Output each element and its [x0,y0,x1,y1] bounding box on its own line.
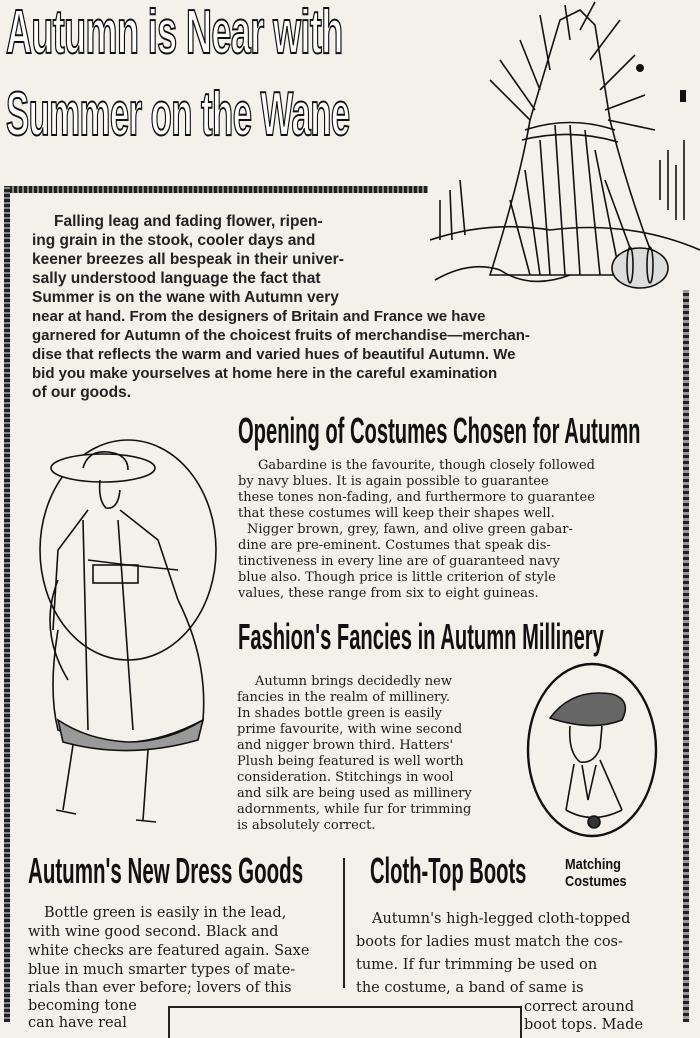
intro-line: ing grain in the stook, cooler days and [32,232,316,249]
headline-line-2: Summer on the Wane [6,80,350,149]
millinery-line: prime favourite, with wine second [237,722,463,737]
intro-line: dise that reflects the warm and varied hues of beautiful Autumn. We [32,346,516,363]
costumes-line: dine are pre-eminent. Costumes that speak dis- [238,538,551,553]
boots-heading: Cloth-Top Boots [370,850,527,891]
millinery-line: fancies in the realm of millinery. [237,690,450,705]
boots-line: tume. If fur trimming be used on [356,957,598,973]
dress-goods-line: can have real [28,1015,127,1031]
millinery-line: consideration. Stitchings in wool [237,770,454,785]
headline-line-1: Autumn is Near with [6,0,343,67]
intro-line: near at hand. From the designers of Britain and France we have [32,308,486,325]
costumes-line: blue also. Though price is little criterion of style [238,570,556,585]
intro-line: keener breezes all bespeak in their univer- [32,251,344,268]
millinery-line: and nigger brown third. Hatters' [237,738,454,753]
intro-line: Summer is on the wane with Autumn very [32,289,339,306]
dress-goods-heading: Autumn's New Dress Goods [28,850,304,891]
intro-line: bid you make yourselves at home here in the careful examination [32,365,498,382]
millinery-line: Autumn brings decidedly new [255,674,452,689]
intro-line: of our goods. [32,384,132,401]
millinery-line: In shades bottle green is easily [237,706,442,721]
intro-line: garnered for Autumn of the choicest fruits of merchandise—merchan- [32,327,530,344]
costumes-line: Nigger brown, grey, fawn, and olive green gabar- [247,522,573,537]
costumes-line: that these costumes will keep their shapes well. [238,506,555,521]
dress-goods-line: blue in much smarter types of mate- [28,962,296,978]
millinery-heading: Fashion's Fancies in Autumn Millinery [238,616,604,657]
dress-goods-line: with wine good second. Black and [28,924,279,940]
dress-goods-line: becoming tone [28,998,137,1014]
costumes-line: tinctiveness in every line are of guaranteed navy [238,554,560,569]
boots-line: Autumn's high-legged cloth-topped [372,911,631,927]
millinery-line: Plush being featured is well worth [237,754,464,769]
costumes-line: these tones non-fading, and furthermore to guarantee [238,490,595,505]
intro-line: sally understood language the fact that [32,270,321,287]
costumes-line: Gabardine is the favourite, though closely followed [258,458,595,473]
boots-line: boot tops. Made [524,1017,644,1033]
millinery-line: adornments, while fur for trimming [237,802,472,817]
millinery-line: and silk are being used as millinery [237,786,472,801]
dress-goods-line: Bottle green is easily in the lead, [44,905,287,921]
millinery-line: is absolutely correct. [237,818,376,833]
dress-goods-line: white checks are featured again. Saxe [28,943,310,959]
intro-line: Falling leag and fading flower, ripen- [54,213,323,230]
costumes-heading: Opening of Costumes Chosen for Autumn [238,410,641,451]
costumes-line: values, these range from six to eight guineas. [238,586,539,601]
costumes-line: by navy blues. It is again possible to guarantee [238,474,549,489]
bottom-ad-box [168,1006,522,1038]
boots-subheading-2: Costumes [565,873,627,890]
boots-line: correct around [524,999,635,1015]
boots-line: the costume, a band of same is [356,980,584,996]
boots-subheading-1: Matching [565,856,621,873]
dress-goods-line: rials than ever before; lovers of this [28,980,292,996]
boots-line: boots for ladies must match the cos- [356,934,623,950]
